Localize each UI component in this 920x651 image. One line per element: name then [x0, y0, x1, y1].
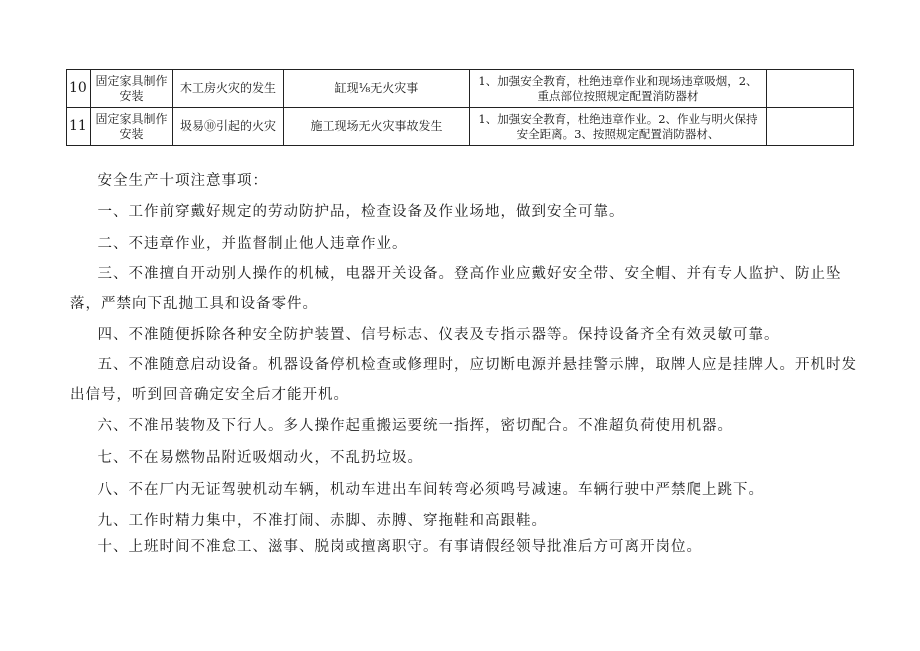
table-row [67, 70, 854, 108]
hazard-measures-table [66, 69, 854, 146]
goal-cell: 缸现⅛无火灾事 [284, 70, 470, 108]
note-item-6: 六、不准吊装物及下行人。多人操作起重搬运要统一指挥，密切配合。不准超负荷使用机器。 [97, 418, 734, 434]
note-item-1: 一、工作前穿戴好规定的劳动防护品，检查设备及作业场地，做到安全可靠。 [97, 204, 625, 220]
note-item-3: 三、不准擅自开动别人操作的机械，电器开关设备。登高作业应戴好安全带、安全帽、并有专人监护、防止坠落，严禁向下乱抛工具和设备零件。 [70, 266, 842, 312]
process-cell: 固定家具制作安装 [91, 108, 173, 146]
note-item-10: 十、上班时间不准怠工、滋事、脱岗或擅离职守。有事请假经领导批准后方可离开岗位。 [97, 539, 703, 555]
note-item-9: 九、工作时精力集中，不准打闹、赤脚、赤膊、穿拖鞋和高跟鞋。 [97, 513, 548, 529]
safety-notes [70, 168, 860, 560]
notes-heading: 安全生产十项注意事项： [97, 173, 269, 189]
note-item-4: 四、不准随便拆除各种安全防护装置、信号标志、仪表及专指示器等。保持设备齐全有效灵敏可靠。 [97, 327, 780, 343]
process-cell: 固定家具制作安装 [91, 70, 173, 108]
row-number: 10 [67, 70, 91, 108]
measure-cell: 1、加强安全教育，杜绝违章作业。2、作业与明火保持安全距离。3、按照规定配置消防器材、 [470, 108, 767, 146]
goal-cell: 施工现场无火灾事故发生 [284, 108, 470, 146]
row-number: 11 [67, 108, 91, 146]
remark-cell [767, 70, 854, 108]
hazard-cell: 圾易⑩引起的火灾 [173, 108, 284, 146]
note-item-8: 八、不在厂内无证驾驶机动车辆，机动车进出车间转弯必须鸣号减速。车辆行驶中严禁爬上跳下。 [97, 482, 765, 498]
remark-cell [767, 108, 854, 146]
table-row [67, 108, 854, 146]
note-item-7: 七、不在易燃物品附近吸烟动火，不乱扔垃圾。 [97, 450, 424, 466]
note-item-5: 五、不准随意启动设备。机器设备停机检查或修理时，应切断电源并悬挂警示牌，取牌人应是挂牌人。开机时发出信号，听到回音确定安全后才能开机。 [70, 357, 858, 403]
hazard-cell: 木工房火灾的发生 [173, 70, 284, 108]
note-item-2: 二、不违章作业，并监督制止他人违章作业。 [97, 236, 408, 252]
measure-cell: 1、加强安全教育，杜绝违章作业和现场违章吸烟，2、重点部位按照规定配置消防器材 [470, 70, 767, 108]
